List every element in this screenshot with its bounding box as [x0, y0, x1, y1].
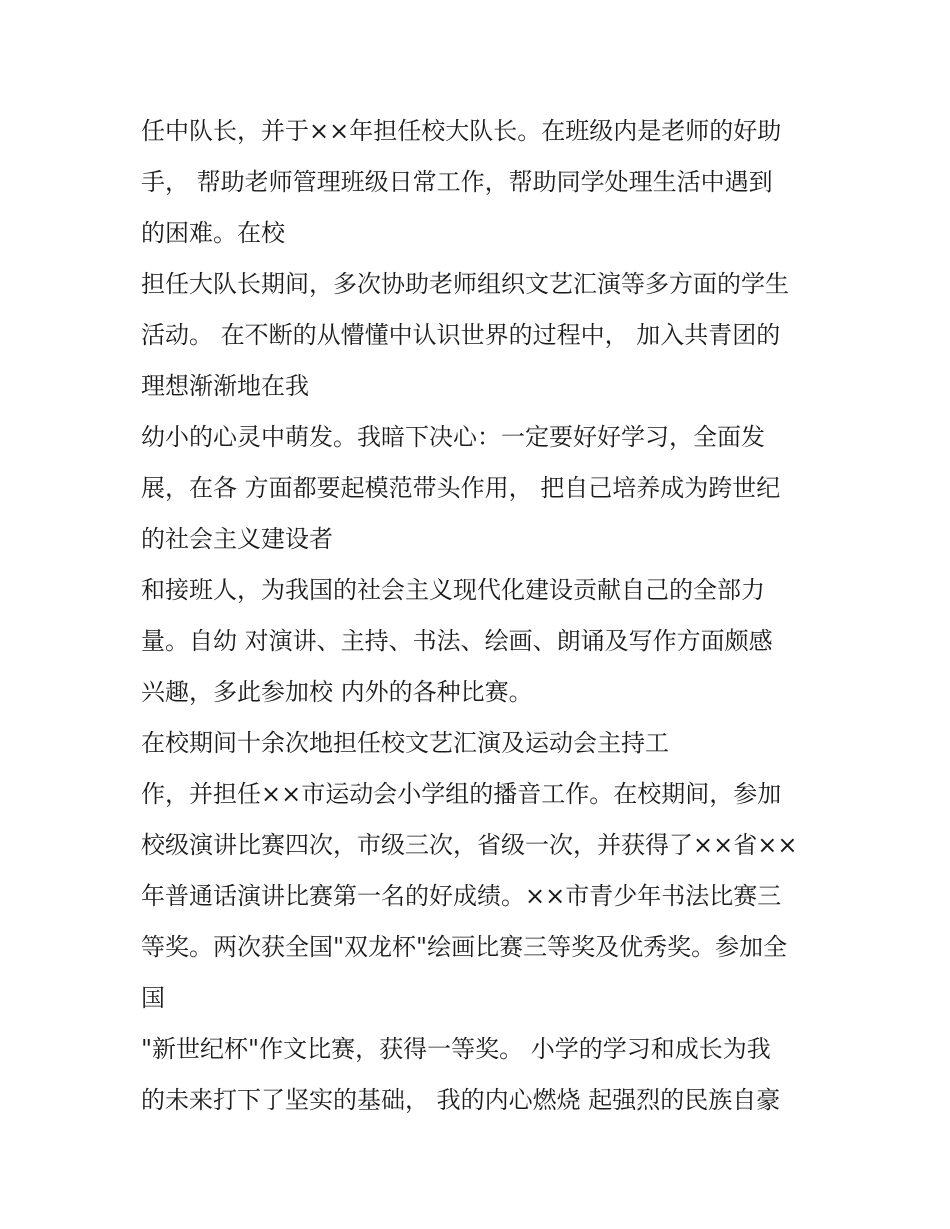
text-line: 作，并担任××市运动会小学组的播音工作。在校期间，参加: [141, 780, 782, 808]
text-line: 兴趣，多此参加校 内外的各种比赛。: [141, 678, 533, 706]
text-line: 和接班人，为我国的社会主义现代化建设贡献自己的全部力: [141, 576, 765, 604]
text-line: 展，在各 方面都要起模范带头作用， 把自己培养成为跨世纪: [141, 474, 781, 502]
text-line: 在校期间十余次地担任校文艺汇演及运动会主持工: [141, 729, 669, 757]
text-line: 担任大队长期间，多次协助老师组织文艺汇演等多方面的学生: [141, 270, 789, 298]
text-line: 活动。 在不断的从懵懂中认识世界的过程中， 加入共青团的: [141, 321, 781, 349]
text-line: 的困难。在校: [141, 219, 285, 247]
text-line: 幼小的心灵中萌发。我暗下决心：一定要好好学习，全面发: [141, 423, 765, 451]
text-line: 国: [141, 984, 165, 1012]
text-line: 任中队长，并于××年担任校大队长。在班级内是老师的好助: [141, 117, 782, 145]
text-line: 理想渐渐地在我: [141, 372, 309, 400]
text-line: 量。自幼 对演讲、主持、书法、绘画、朗诵及写作方面颇感: [141, 627, 773, 655]
text-line: "新世纪杯"作文比赛，获得一等奖。 小学的学习和成长为我: [141, 1035, 771, 1063]
text-line: 的社会主义建设者: [141, 525, 333, 553]
body-text: [141, 106, 831, 1126]
text-line: 年普通话演讲比赛第一名的好成绩。××市青少年书法比赛三: [141, 882, 782, 910]
text-line: 手， 帮助老师管理班级日常工作，帮助同学处理生活中遇到: [141, 168, 773, 196]
text-line: 的未来打下了坚实的基础， 我的内心燃烧 起强烈的民族自豪: [141, 1086, 781, 1114]
text-line: 等奖。两次获全国"双龙杯"绘画比赛三等奖及优秀奖。参加全: [141, 933, 788, 961]
text-line: 校级演讲比赛四次，市级三次，省级一次，并获得了××省××: [141, 831, 798, 859]
